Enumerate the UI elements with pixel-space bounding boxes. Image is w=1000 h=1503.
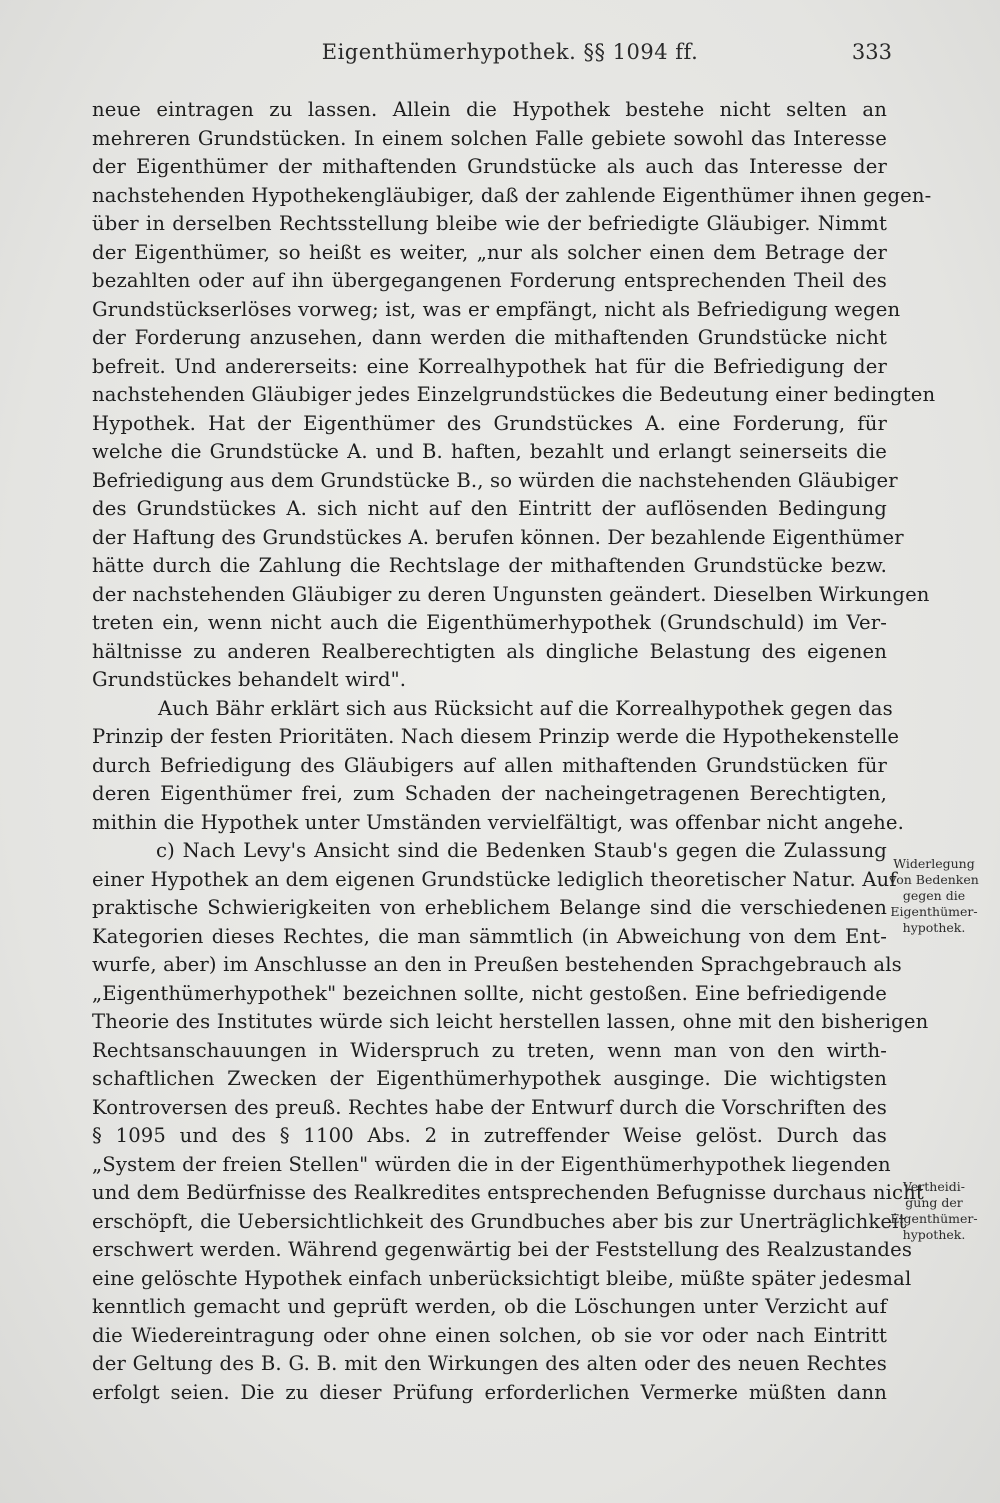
text-line: Theorie des Institutes würde sich leicht herstellen lassen, ohne mit den bisherigen (92, 1010, 929, 1033)
margin-note-line: Vertheidi- (903, 1179, 965, 1194)
text-line: eine gelöschte Hypothek einfach unberücksichtigt bleibe, müßte später jedesmal (92, 1266, 912, 1290)
margin-note-line: hypothek. (902, 1227, 966, 1242)
paragraph-end-line: Grundstückes behandelt wird". (92, 668, 407, 691)
text-line: Prinzip der festen Prioritäten. Nach diesem Prinzip werde die Hypothekenstelle (92, 725, 900, 748)
page-number: 333 (851, 40, 892, 64)
text-line: der Forderung anzusehen, dann werden die mithaftenden Grundstücke nicht (92, 326, 887, 349)
text-line: mehreren Grundstücken. In einem solchen Falle gebiete sowohl das Interesse (92, 126, 887, 150)
margin-note-line: hypothek. (902, 920, 966, 935)
text-line: nachstehenden Hypothekengläubiger, daß der zahlende Eigenthümer ihnen gegen- (92, 183, 932, 207)
margin-note-line: gegen die (902, 888, 966, 903)
text-line: über in derselben Rechtsstellung bleibe wie der befriedigte Gläubiger. Nimmt (92, 212, 887, 235)
text-line: neue eintragen zu lassen. Allein die Hypothek bestehe nicht selten an (92, 98, 887, 121)
text-line: hältnisse zu anderen Realberechtigten als dingliche Belastung des eigenen (92, 639, 887, 663)
section-c-start-line: c) Nach Levy's Ansicht sind die Bedenken Staub's gegen die Zulassung (156, 839, 887, 862)
margin-note-defense (885, 1179, 983, 1243)
text-line: erschöpft, die Uebersichtlichkeit des Grundbuches aber bis zur Unerträglichkeit (92, 1209, 907, 1233)
text-line: der nachstehenden Gläubiger zu deren Ungunsten geändert. Dieselben Wirkungen (92, 582, 930, 606)
text-line: „System der freien Stellen" würden die in der Eigenthümerhypothek liegenden (92, 1152, 891, 1176)
text-line: schaftlichen Zwecken der Eigenthümerhypothek ausginge. Die wichtigsten (92, 1067, 887, 1090)
text-line: treten ein, wenn nicht auch die Eigenthümerhypothek (Grundschuld) im Ver- (92, 611, 887, 634)
text-line: Befriedigung aus dem Grundstücke B., so würden die nachstehenden Gläubiger (92, 468, 898, 492)
text-line: der Eigenthümer, so heißt es weiter, „nur als solcher einen dem Betrage der (92, 240, 887, 264)
margin-note-line: Eigenthümer- (890, 1211, 978, 1226)
margin-note-line: Widerlegung (893, 856, 975, 871)
paragraph-end-line: mithin die Hypothek unter Umständen vervielfältigt, was offenbar nicht angehe. (92, 810, 905, 834)
margin-note-line: gung der (905, 1195, 963, 1210)
text-line: kenntlich gemacht und geprüft werden, ob die Löschungen unter Verzicht auf (92, 1295, 887, 1318)
text-line: bezahlten oder auf ihn übergegangenen Forderung entsprechenden Theil des (92, 269, 887, 292)
paragraph-start-line: Auch Bähr erklärt sich aus Rücksicht auf die Korrealhypothek gegen das (158, 696, 893, 720)
text-line: befreit. Und andererseits: eine Korrealhypothek hat für die Befriedigung der (92, 354, 887, 378)
text-line: praktische Schwierigkeiten von erheblichem Belange sind die verschiedenen (92, 896, 887, 919)
text-line: Hypothek. Hat der Eigenthümer des Grundstückes A. eine Forderung, für (92, 411, 887, 435)
text-line: Kontroversen des preuß. Rechtes habe der Entwurf durch die Vorschriften des (92, 1095, 887, 1119)
text-line: durch Befriedigung des Gläubigers auf allen mithaftenden Grundstücken für (92, 753, 887, 777)
margin-note-line: von Bedenken (889, 872, 979, 887)
text-line: und dem Bedürfnisse des Realkredites entsprechenden Befugnisse durchaus nicht (92, 1181, 924, 1204)
text-line: der Geltung des B. G. B. mit den Wirkungen des alten oder des neuen Rechtes (92, 1352, 887, 1375)
text-line: erfolgt seien. Die zu dieser Prüfung erforderlichen Vermerke müßten dann (92, 1380, 887, 1404)
text-line: „Eigenthümerhypothek" bezeichnen sollte, nicht gestoßen. Eine befriedigende (92, 981, 887, 1005)
text-line: § 1095 und des § 1100 Abs. 2 in zutreffender Weise gelöst. Durch das (92, 1124, 887, 1147)
running-title: Eigenthümerhypothek. §§ 1094 ff. (321, 40, 699, 64)
text-line: einer Hypothek an dem eigenen Grundstücke lediglich theoretischer Natur. Auf (92, 867, 897, 891)
text-line: Rechtsanschauungen in Widerspruch zu treten, wenn man von den wirth- (92, 1038, 887, 1062)
margin-note-line: Eigenthümer- (890, 904, 978, 919)
text-line: welche die Grundstücke A. und B. haften, bezahlt und erlangt seinerseits die (92, 440, 887, 463)
text-line: Grundstückserlöses vorweg; ist, was er empfängt, nicht als Befriedigung wegen (92, 297, 901, 321)
text-line: hätte durch die Zahlung die Rechtslage der mithaftenden Grundstücke bezw. (92, 554, 887, 577)
text-line: nachstehenden Gläubiger jedes Einzelgrundstückes die Bedeutung einer bedingten (92, 383, 936, 406)
text-line: erschwert werden. Während gegenwärtig bei der Feststellung des Realzustandes (92, 1238, 913, 1261)
text-line: deren Eigenthümer frei, zum Schaden der nacheingetragenen Berechtigten, (92, 782, 887, 805)
text-line: der Haftung des Grundstückes A. berufen können. Der bezahlende Eigenthümer (92, 525, 904, 549)
text-line: wurfe, aber) im Anschlusse an den in Preußen bestehenden Sprachgebrauch als (92, 953, 902, 976)
margin-note-refutation (885, 856, 983, 936)
text-line: Kategorien dieses Rechtes, die man sämmtlich (in Abweichung von dem Ent- (92, 924, 887, 948)
text-line: des Grundstückes A. sich nicht auf den Eintritt der auflösenden Bedingung (92, 497, 887, 520)
text-line: der Eigenthümer der mithaftenden Grundstücke als auch das Interesse der (92, 155, 887, 178)
text-line: die Wiedereintragung oder ohne einen solchen, ob sie vor oder nach Eintritt (92, 1323, 887, 1347)
